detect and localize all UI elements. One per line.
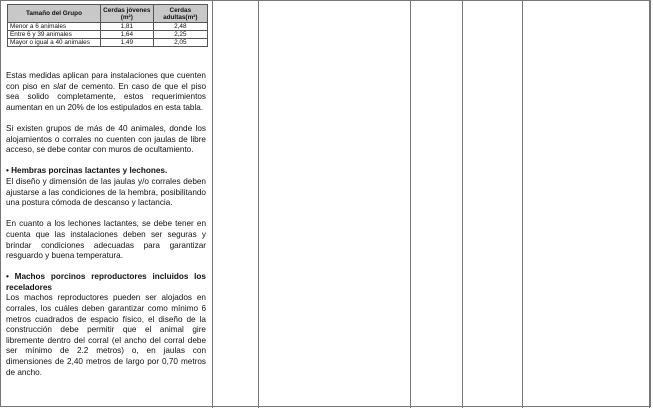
cell-group: Mayor o igual a 40 animales — [8, 39, 101, 47]
table-row — [8, 23, 208, 31]
paragraph-boars: Los machos reproductores pueden ser alojados en corrales, los cuáles deben garantizar como mínimo 6 metros cuadrados de espacio físico, el diseño de la construcción debe permitir que el animal gire libremente dentro del corral (el ancho del corral debe ser mínimo de 2.2 metros) o, en jaulas con dimensiones de 2,40 metros de largo por 0,70 metros de ancho. — [6, 293, 206, 377]
cell-young: 1,81 — [101, 23, 154, 31]
header-adult-sows: Cerdas adultas(m²) — [153, 5, 207, 23]
paragraph-text: Estas medidas aplican para instalaciones que cuenten con piso en — [6, 71, 206, 91]
cell-young: 1,49 — [101, 39, 154, 47]
column-divider — [649, 0, 650, 408]
cell-young: 1,64 — [101, 31, 154, 39]
cell-group: Menor a 6 animales — [8, 23, 101, 31]
heading-lactating-sows: • Hembras porcinas lactantes y lechones. — [6, 166, 168, 176]
column-divider — [522, 0, 523, 408]
table-header-row — [8, 5, 208, 23]
cell-group: Entre 6 y 39 animales — [8, 31, 101, 39]
cell-adult: 2,48 — [153, 23, 207, 31]
group-size-table — [7, 4, 208, 47]
table-row — [8, 31, 208, 39]
column-divider — [462, 0, 463, 408]
column-divider — [258, 0, 259, 408]
cell-adult: 2,05 — [153, 39, 207, 47]
heading-boars: • Machos porcinos reproductores incluidos los receladores — [6, 272, 206, 292]
column-divider — [212, 0, 213, 408]
paragraph-slat-floor — [6, 71, 206, 113]
italic-term: slat — [53, 81, 66, 91]
header-young-sows: Cerdas jóvenes (m²) — [101, 5, 154, 23]
table-row — [8, 39, 208, 47]
content-cell — [6, 4, 206, 378]
paragraph-text: de cemento. En caso de que el piso sea solido completamente, estos requerimientos aumentan en un 20% de los estipulados en esta tabla. — [6, 81, 207, 112]
paragraph-lactating-sows: El diseño y dimensión de las jaulas y/o corrales deben ajustarse a las condiciones de la hembra, posibilitando una postura cómoda de descanso y lactancia. — [6, 176, 206, 208]
column-divider — [410, 0, 411, 408]
header-group-size: Tamaño del Grupo — [8, 5, 101, 23]
paragraph-piglets: En cuanto a los lechones lactantes, se debe tener en cuenta que las instalaciones deben ser seguras y brindar condiciones adecuadas para garantizar resguardo y buena temperatura. — [6, 219, 206, 261]
cell-adult: 2,25 — [153, 31, 207, 39]
paragraph-large-groups: Si existen grupos de más de 40 animales, donde los alojamientos o corrales no cuenten con jaulas de libre acceso, se debe contar con muros de ocultamiento. — [6, 123, 206, 155]
